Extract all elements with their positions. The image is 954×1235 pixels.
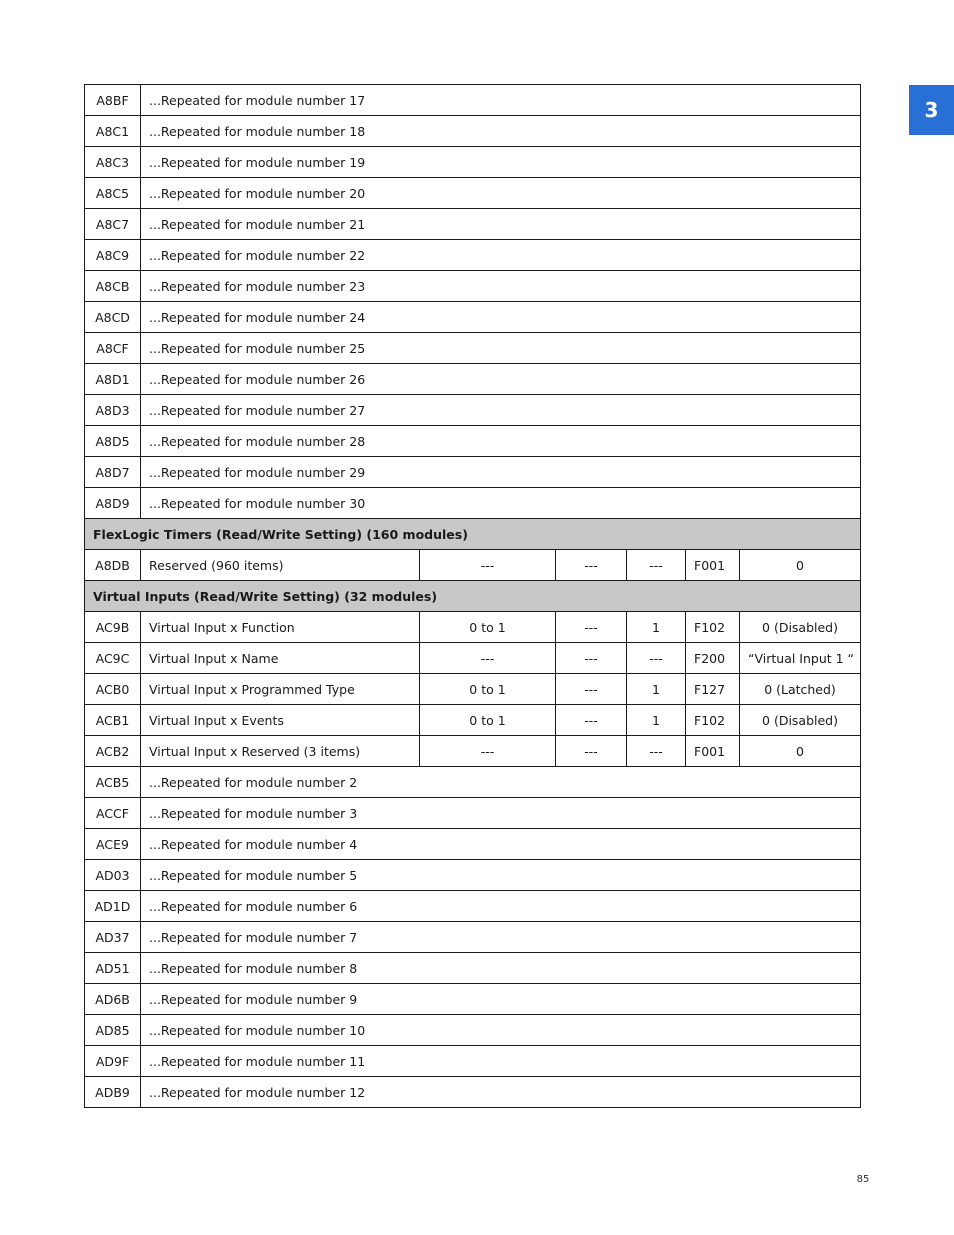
- table-row: [85, 674, 861, 705]
- table-row: [85, 178, 861, 209]
- chapter-tab[interactable]: 3: [909, 85, 954, 135]
- address-cell: ADB9: [85, 1077, 141, 1108]
- default-cell: 0 (Latched): [740, 674, 861, 705]
- range-cell: 0 to 1: [420, 612, 556, 643]
- address-cell: A8C1: [85, 116, 141, 147]
- format-cell: F200: [686, 643, 740, 674]
- address-cell: A8C5: [85, 178, 141, 209]
- range-cell: ---: [420, 643, 556, 674]
- repeat-note-cell: ...Repeated for module number 12: [141, 1077, 861, 1108]
- table-row: [85, 798, 861, 829]
- table-row: [85, 891, 861, 922]
- address-cell: A8CB: [85, 271, 141, 302]
- table-row: [85, 1015, 861, 1046]
- default-cell: 0 (Disabled): [740, 705, 861, 736]
- address-cell: A8C3: [85, 147, 141, 178]
- repeat-note-cell: ...Repeated for module number 7: [141, 922, 861, 953]
- format-cell: F127: [686, 674, 740, 705]
- repeat-note-cell: ...Repeated for module number 26: [141, 364, 861, 395]
- table-row: [85, 426, 861, 457]
- address-cell: AC9C: [85, 643, 141, 674]
- address-cell: AD1D: [85, 891, 141, 922]
- format-cell: F001: [686, 736, 740, 767]
- format-cell: F102: [686, 705, 740, 736]
- table-row: [85, 829, 861, 860]
- description-cell: Virtual Input x Function: [141, 612, 420, 643]
- table-body: [85, 85, 861, 1108]
- repeat-note-cell: ...Repeated for module number 3: [141, 798, 861, 829]
- table-row: [85, 860, 861, 891]
- table-row: [85, 271, 861, 302]
- repeat-note-cell: ...Repeated for module number 11: [141, 1046, 861, 1077]
- repeat-note-cell: ...Repeated for module number 27: [141, 395, 861, 426]
- address-cell: A8CD: [85, 302, 141, 333]
- step-cell: 1: [627, 612, 686, 643]
- address-cell: A8C9: [85, 240, 141, 271]
- modbus-memory-map-table: [84, 84, 861, 1108]
- repeat-note-cell: ...Repeated for module number 5: [141, 860, 861, 891]
- repeat-note-cell: ...Repeated for module number 23: [141, 271, 861, 302]
- format-cell: F001: [686, 550, 740, 581]
- table-row: [85, 488, 861, 519]
- default-cell: 0 (Disabled): [740, 612, 861, 643]
- address-cell: AD51: [85, 953, 141, 984]
- repeat-note-cell: ...Repeated for module number 24: [141, 302, 861, 333]
- address-cell: ACB2: [85, 736, 141, 767]
- repeat-note-cell: ...Repeated for module number 17: [141, 85, 861, 116]
- units-cell: ---: [556, 674, 627, 705]
- units-cell: ---: [556, 736, 627, 767]
- table-row: [85, 953, 861, 984]
- page-number: 85: [856, 1174, 870, 1185]
- address-cell: A8C7: [85, 209, 141, 240]
- description-cell: Reserved (960 items): [141, 550, 420, 581]
- table-row: [85, 736, 861, 767]
- address-cell: ACB0: [85, 674, 141, 705]
- units-cell: ---: [556, 705, 627, 736]
- units-cell: ---: [556, 550, 627, 581]
- table-row: [85, 116, 861, 147]
- default-cell: 0: [740, 736, 861, 767]
- table-row: [85, 333, 861, 364]
- repeat-note-cell: ...Repeated for module number 20: [141, 178, 861, 209]
- table-row: [85, 643, 861, 674]
- table-row: [85, 302, 861, 333]
- table-row: [85, 550, 861, 581]
- repeat-note-cell: ...Repeated for module number 9: [141, 984, 861, 1015]
- address-cell: A8BF: [85, 85, 141, 116]
- step-cell: ---: [627, 550, 686, 581]
- table-row: [85, 364, 861, 395]
- table-row: [85, 705, 861, 736]
- address-cell: A8DB: [85, 550, 141, 581]
- description-cell: Virtual Input x Programmed Type: [141, 674, 420, 705]
- address-cell: ACB1: [85, 705, 141, 736]
- repeat-note-cell: ...Repeated for module number 29: [141, 457, 861, 488]
- address-cell: AD37: [85, 922, 141, 953]
- address-cell: AD03: [85, 860, 141, 891]
- table-row: [85, 1046, 861, 1077]
- step-cell: ---: [627, 736, 686, 767]
- repeat-note-cell: ...Repeated for module number 10: [141, 1015, 861, 1046]
- address-cell: AD6B: [85, 984, 141, 1015]
- repeat-note-cell: ...Repeated for module number 21: [141, 209, 861, 240]
- table-row: [85, 457, 861, 488]
- units-cell: ---: [556, 612, 627, 643]
- section-title: FlexLogic Timers (Read/Write Setting) (160 modules): [85, 519, 861, 550]
- range-cell: 0 to 1: [420, 674, 556, 705]
- address-cell: A8D3: [85, 395, 141, 426]
- table-row: [85, 240, 861, 271]
- table-row: [85, 1077, 861, 1108]
- default-cell: “Virtual Input 1 “: [740, 643, 861, 674]
- address-cell: ACB5: [85, 767, 141, 798]
- default-cell: 0: [740, 550, 861, 581]
- table-row: [85, 147, 861, 178]
- address-cell: AD9F: [85, 1046, 141, 1077]
- format-cell: F102: [686, 612, 740, 643]
- units-cell: ---: [556, 643, 627, 674]
- description-cell: Virtual Input x Events: [141, 705, 420, 736]
- table-row: [85, 984, 861, 1015]
- table-row: [85, 85, 861, 116]
- repeat-note-cell: ...Repeated for module number 28: [141, 426, 861, 457]
- repeat-note-cell: ...Repeated for module number 22: [141, 240, 861, 271]
- address-cell: A8D9: [85, 488, 141, 519]
- range-cell: ---: [420, 550, 556, 581]
- address-cell: A8CF: [85, 333, 141, 364]
- address-cell: AD85: [85, 1015, 141, 1046]
- table-row: [85, 395, 861, 426]
- range-cell: ---: [420, 736, 556, 767]
- address-cell: AC9B: [85, 612, 141, 643]
- address-cell: A8D7: [85, 457, 141, 488]
- table-row: [85, 209, 861, 240]
- repeat-note-cell: ...Repeated for module number 18: [141, 116, 861, 147]
- repeat-note-cell: ...Repeated for module number 4: [141, 829, 861, 860]
- description-cell: Virtual Input x Name: [141, 643, 420, 674]
- description-cell: Virtual Input x Reserved (3 items): [141, 736, 420, 767]
- step-cell: 1: [627, 674, 686, 705]
- section-title: Virtual Inputs (Read/Write Setting) (32 modules): [85, 581, 861, 612]
- range-cell: 0 to 1: [420, 705, 556, 736]
- repeat-note-cell: ...Repeated for module number 25: [141, 333, 861, 364]
- step-cell: 1: [627, 705, 686, 736]
- repeat-note-cell: ...Repeated for module number 8: [141, 953, 861, 984]
- section-header-row: [85, 581, 861, 612]
- step-cell: ---: [627, 643, 686, 674]
- address-cell: ACCF: [85, 798, 141, 829]
- repeat-note-cell: ...Repeated for module number 2: [141, 767, 861, 798]
- table-row: [85, 767, 861, 798]
- repeat-note-cell: ...Repeated for module number 19: [141, 147, 861, 178]
- section-header-row: [85, 519, 861, 550]
- table-row: [85, 922, 861, 953]
- repeat-note-cell: ...Repeated for module number 6: [141, 891, 861, 922]
- repeat-note-cell: ...Repeated for module number 30: [141, 488, 861, 519]
- address-cell: ACE9: [85, 829, 141, 860]
- address-cell: A8D1: [85, 364, 141, 395]
- address-cell: A8D5: [85, 426, 141, 457]
- table-row: [85, 612, 861, 643]
